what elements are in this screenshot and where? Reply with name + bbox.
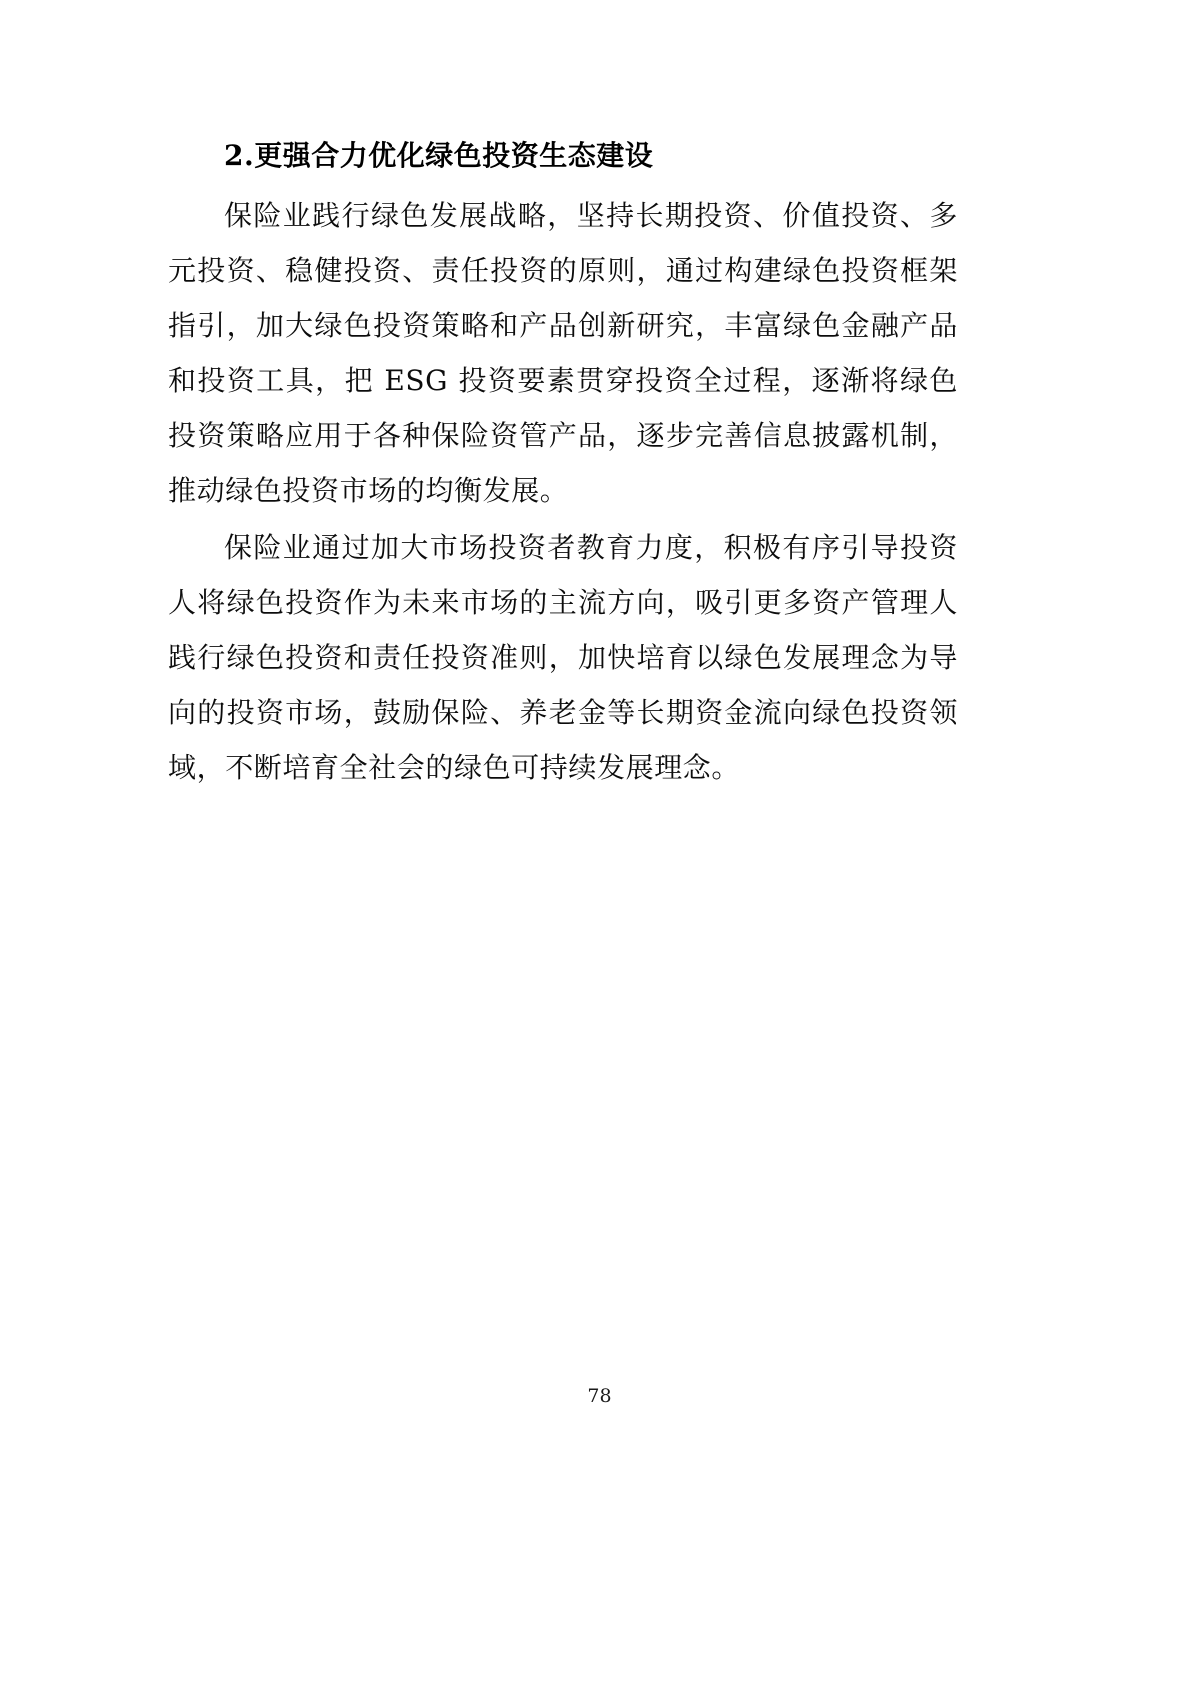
paragraph-1: 保险业践行绿色发展战略，坚持长期投资、价值投资、多元投资、稳健投资、责任投资的原则，通过构建绿色投资框架指引，加大绿色投资策略和产品创新研究，丰富绿色金融产品和投资工具，把 ESG 投资要素贯穿投资全过程，逐渐将绿色投资策略应用于各种保险资管产品，逐步完善信息披露机制，推动绿色投资市场的均衡发展。 [168,199,958,507]
page-content [168,134,958,797]
page-number: 78 [587,1385,612,1407]
paragraph-2: 保险业通过加大市场投资者教育力度，积极有序引导投资人将绿色投资作为未来市场的主流方向，吸引更多资产管理人践行绿色投资和责任投资准则，加快培育以绿色发展理念为导向的投资市场，鼓励保险、养老金等长期资金流向绿色投资领域，不断培育全社会的绿色可持续发展理念。 [168,531,958,784]
section-heading: 2.更强合力优化绿色投资生态建设 [224,139,654,172]
